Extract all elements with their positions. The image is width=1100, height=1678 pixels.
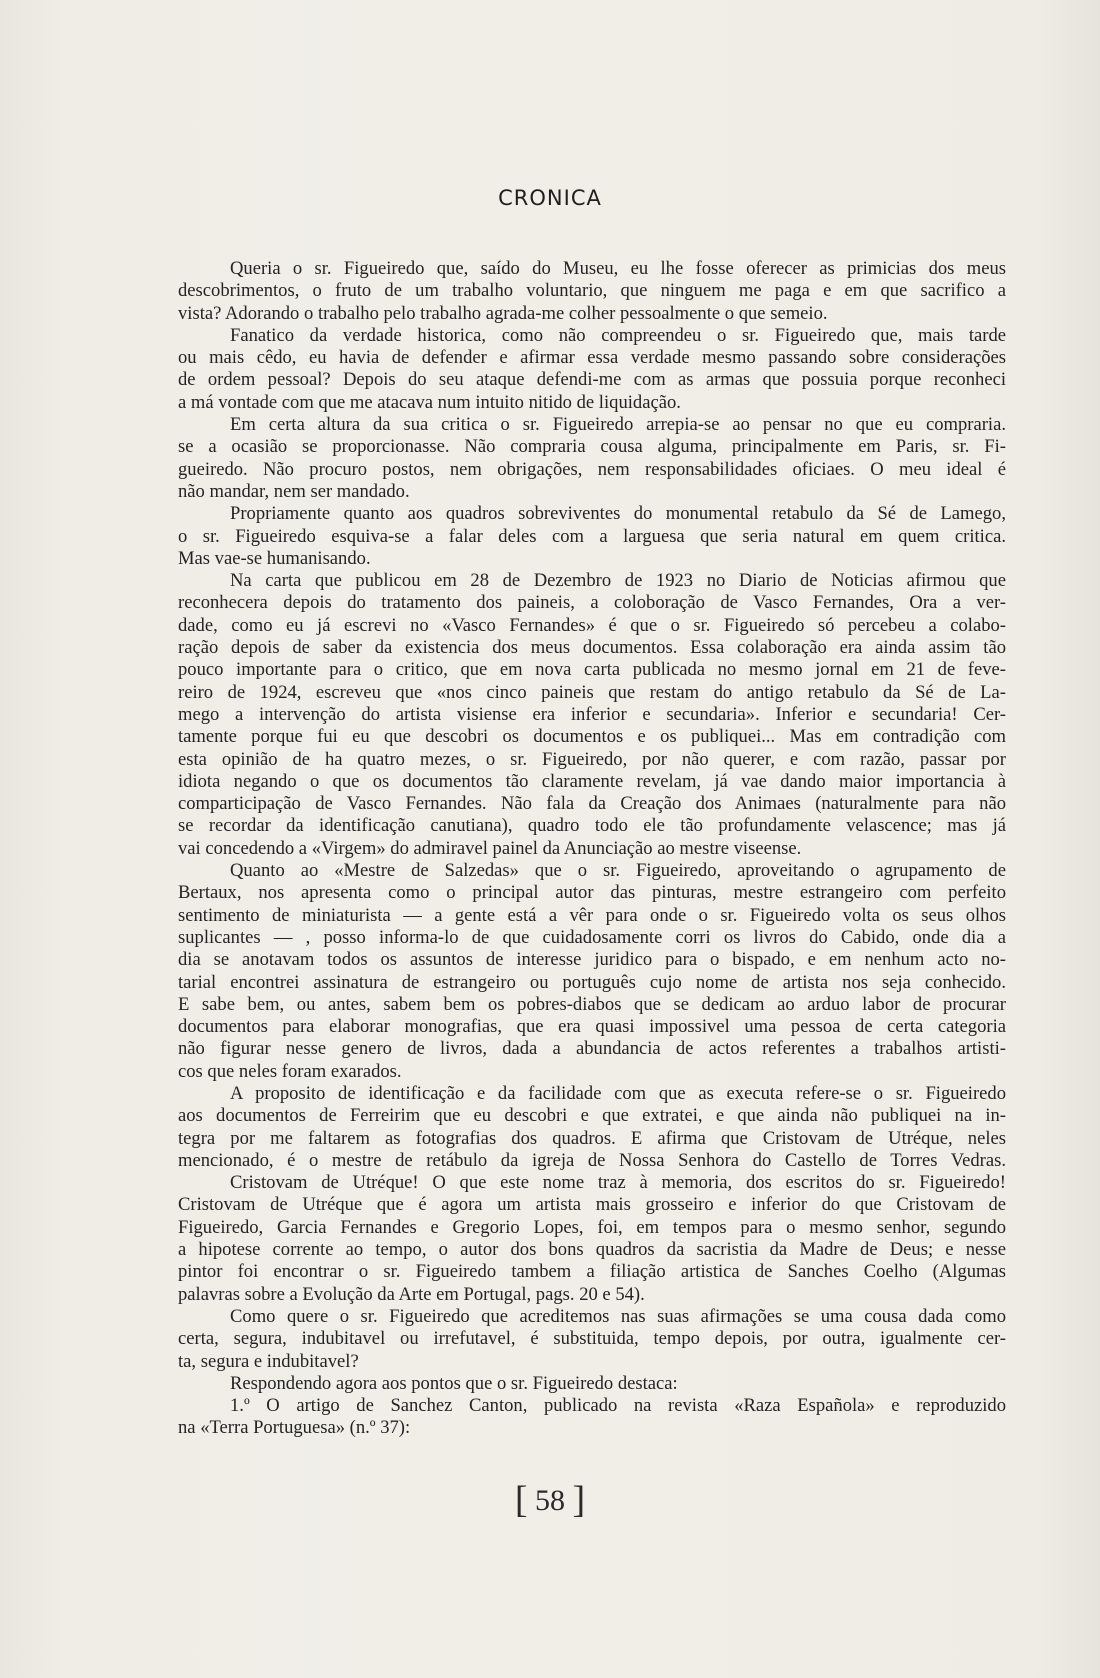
text-line: Mas vae-se humanisando. (178, 547, 371, 569)
page-number: 58 (535, 1484, 565, 1517)
text-line: ta, segura e indubitavel? (178, 1350, 359, 1372)
text-line: suplicantes — , posso informa-lo de que cuidadosamente corri os livros do Cabido, onde dia a (178, 926, 1006, 948)
page-title: CRONICA (498, 186, 602, 210)
text-line: sentimento de miniaturista — a gente está a vêr para onde o sr. Figueiredo volta os seus olhos (178, 904, 1006, 926)
text-line: a hipotese corrente ao tempo, o autor dos bons quadros da sacristia da Madre de Deus; e nesse (178, 1239, 1006, 1261)
text-line: comparticipação de Vasco Fernandes. Não fala da Creação dos Animaes (naturalmente para não (178, 793, 1006, 815)
text-line: palavras sobre a Evolução da Arte em Portugal, pags. 20 e 54). (178, 1283, 645, 1305)
text-line: tarial encontrei assinatura de estrangeiro ou português cujo nome de artista nos seja conhecido. (178, 971, 1006, 993)
right-bracket: ] (572, 1479, 586, 1521)
text-line: Propriamente quanto aos quadros sobreviventes do monumental retabulo da Sé de Lamego, (230, 503, 1006, 525)
text-line: pintor foi encontrar o sr. Figueiredo tambem a filiação artistica de Sanches Coelho (Algumas (178, 1261, 1006, 1283)
text-line: vai concedendo a «Virgem» do admiravel painel da Anunciação ao mestre viseense. (178, 837, 802, 859)
text-line: esta opinião de ha quatro mezes, o sr. Figueiredo, por não querer, e com razão, passar por (178, 748, 1006, 770)
text-line: mego a intervenção do artista visiense era inferior e secundaria». Inferior e secundaria! Cer- (178, 703, 1006, 725)
text-line: dade, como eu já escrevi no «Vasco Fernandes» é que o sr. Figueiredo só percebeu a colabo- (178, 614, 1006, 636)
text-line: não figurar nesse genero de livros, dada a abundancia de actos referentes a trabalhos artisti- (178, 1038, 1006, 1060)
text-line: Como quere o sr. Figueiredo que acreditemos nas suas afirmações se uma cousa dada como (230, 1305, 1006, 1327)
text-line: ração depois de saber da existencia dos meus documentos. Essa colaboração era ainda assim tão (178, 637, 1006, 659)
text-line: certa, segura, indubitavel ou irrefutavel, é substituida, tempo depois, por outra, igualmente cer- (178, 1328, 1006, 1350)
text-line: aos documentos de Ferreirim que eu descobri e que extratei, e que ainda não publiquei na in- (178, 1105, 1006, 1127)
text-line: reiro de 1924, escreveu que «nos cinco paineis que restam do antigo retabulo da Sé de La- (178, 681, 1006, 703)
text-line: pouco importante para o critico, que em nova carta publicada no mesmo jornal em 21 de feve- (178, 659, 1006, 681)
text-line: tamente porque fui eu que descobri os documentos e os publiquei... Mas em contradição com (178, 726, 1006, 748)
text-line: Fanatico da verdade historica, como não compreendeu o sr. Figueiredo que, mais tarde (230, 324, 1006, 346)
text-line: Na carta que publicou em 28 de Dezembro de 1923 no Diario de Noticias afirmou que (230, 570, 1006, 592)
text-line: o sr. Figueiredo esquiva-se a falar deles com a larguesa que seria natural em quem critica. (178, 525, 1006, 547)
text-line: vista? Adorando o trabalho pelo trabalho agrada-me colher pessoalmente o que semeio. (178, 302, 828, 324)
text-line: Figueiredo, Garcia Fernandes e Gregorio Lopes, foi, em tempos para o mesmo senhor, segundo (178, 1216, 1006, 1238)
text-line: cos que neles foram exarados. (178, 1060, 402, 1082)
text-line: Queria o sr. Figueiredo que, saído do Museu, eu lhe fosse oferecer as primicias dos meus (230, 258, 1006, 279)
text-line: descobrimentos, o fruto de um trabalho voluntario, que ninguem me paga e em que sacrifico a (178, 280, 1006, 302)
text-line: E sabe bem, ou antes, sabem bem os pobres-diabos que se dedicam ao arduo labor de procurar (178, 993, 1006, 1015)
text-line: a má vontade com que me atacava num intuito nitido de liquidação. (178, 391, 681, 413)
text-line: se recordar da identificação canutiana), quadro todo ele tão profundamente velascence; mas já (178, 815, 1006, 837)
text-line: na «Terra Portuguesa» (n.º 37): (178, 1417, 411, 1439)
page-number-block (0, 1478, 1100, 1522)
text-line: dia se anotavam todos os assuntos de interesse juridico para o bispado, e em nenhum acto no- (178, 949, 1006, 971)
article-body (178, 258, 1006, 1440)
text-line: 1.º O artigo de Sanchez Canton, publicado na revista «Raza Española» e reproduzido (230, 1395, 1006, 1417)
text-line: reconhecera depois do tratamento dos paineis, a coloboração de Vasco Fernandes, Ora a ver- (178, 592, 1006, 614)
left-bracket: [ (514, 1479, 528, 1521)
text-line: idiota negando o que os documentos tão claramente revelam, já vae dando maior importancia à (178, 770, 1006, 792)
text-line: Respondendo agora aos pontos que o sr. Figueiredo destaca: (230, 1372, 678, 1394)
text-line: de ordem pessoal? Depois do seu ataque defendi-me com as armas que possuia porque reconheci (178, 369, 1006, 391)
text-line: Quanto ao «Mestre de Salzedas» que o sr. Figueiredo, aproveitando o agrupamento de (230, 860, 1006, 882)
text-line: se a ocasião se proporcionasse. Não compraria cousa alguma, principalmente em Paris, sr. Fi- (178, 436, 1006, 458)
text-line: A proposito de identificação e da facilidade com que as executa refere-se o sr. Figueiredo (230, 1082, 1006, 1104)
text-line: Cristovam de Utréque que é agora um artista mais grosseiro e inferior do que Cristovam de (178, 1194, 1006, 1216)
text-line: não mandar, nem ser mandado. (178, 480, 410, 502)
text-line: ou mais cêdo, eu havia de defender e afirmar essa verdade mesmo passando sobre considerações (178, 347, 1006, 369)
text-line: Cristovam de Utréque! O que este nome traz à memoria, dos escritos do sr. Figueiredo! (230, 1172, 1006, 1194)
text-line: mencionado, é o mestre de retábulo da igreja de Nossa Senhora do Castello de Torres Vedras. (178, 1149, 1006, 1171)
text-line: gueiredo. Não procuro postos, nem obrigações, nem responsabilidades oficiaes. O meu ideal é (178, 458, 1006, 480)
text-line: Em certa altura da sua critica o sr. Figueiredo arrepia-se ao pensar no que eu compraria. (230, 414, 1006, 436)
text-line: tegra por me faltarem as fotografias dos quadros. E afirma que Cristovam de Utréque, neles (178, 1127, 1006, 1149)
text-line: documentos para elaborar monografias, que era quasi impossivel uma pessoa de certa categoria (178, 1016, 1006, 1038)
text-line: Bertaux, nos apresenta como o principal autor das pinturas, mestre estrangeiro com perfeito (178, 882, 1006, 904)
